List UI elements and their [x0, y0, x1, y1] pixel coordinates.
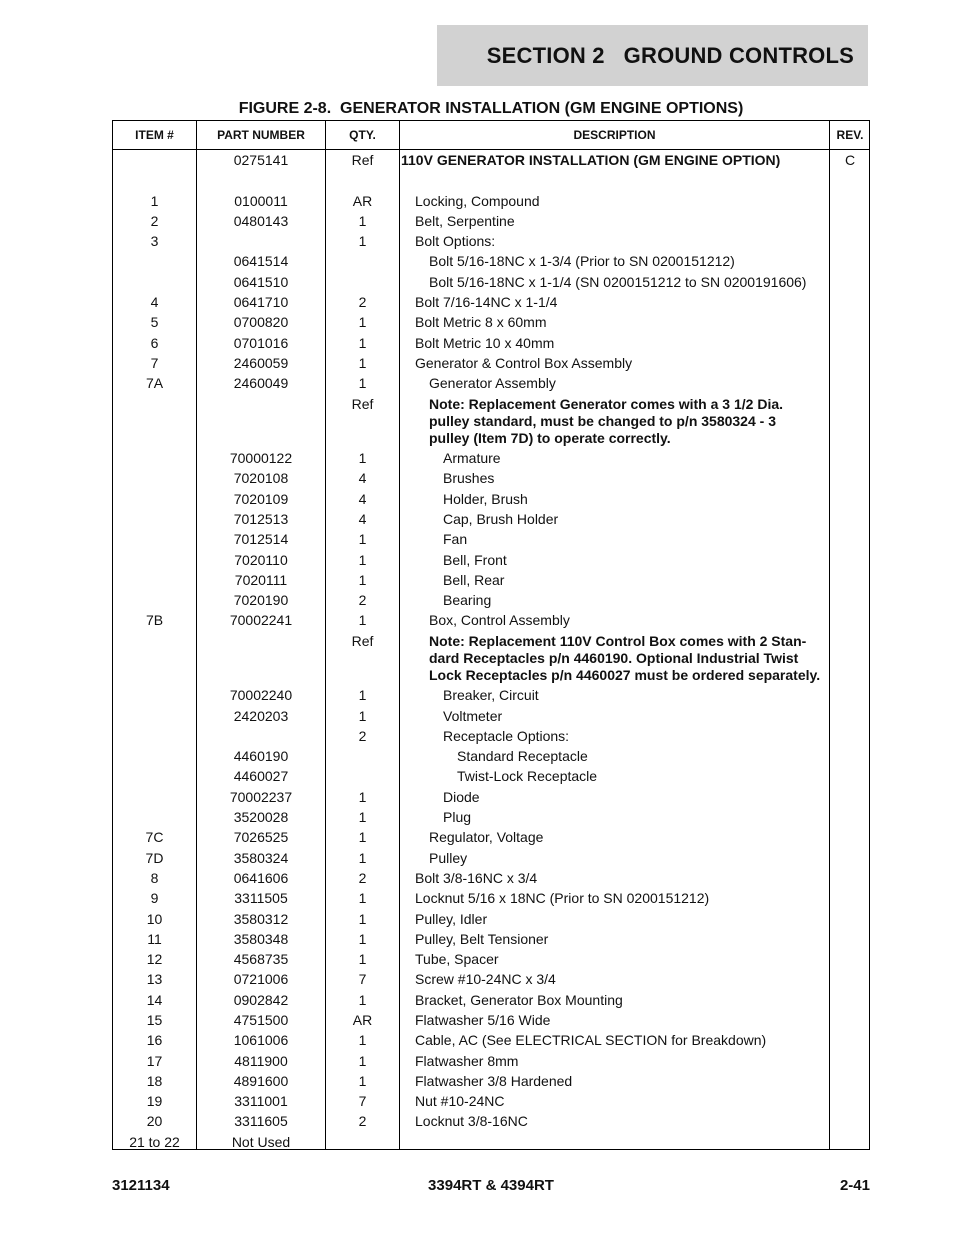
model-name: 3394RT & 4394RT: [428, 1177, 554, 1194]
qty-cell: 2: [358, 294, 367, 311]
description-cell: Regulator, Voltage: [429, 829, 544, 846]
part-number-cell: 3580324: [233, 849, 289, 866]
table-row: [113, 170, 869, 190]
item-cell: 12: [146, 951, 163, 968]
qty-cell: 1: [358, 809, 367, 826]
page-number: 2-41: [839, 1177, 870, 1194]
item-cell: 7B: [145, 612, 164, 629]
part-number-cell: 3580348: [233, 930, 289, 947]
table-row: [113, 685, 869, 705]
qty-cell: Ref: [351, 152, 374, 168]
part-number-cell: 7012513: [233, 510, 289, 527]
description-cell: Bolt 5/16-18NC x 1-1/4 (SN 0200151212 to SN 0200191606): [429, 273, 807, 290]
table-body: [113, 150, 869, 1152]
description-cell: Cable, AC (See ELECTRICAL SECTION for Breakdown): [415, 1032, 767, 1049]
table-row: [113, 1010, 869, 1030]
description-cell: Bolt 5/16-18NC x 1-3/4 (Prior to SN 0200151212): [429, 253, 735, 270]
item-cell: 7: [150, 354, 159, 371]
description-cell: Diode: [443, 788, 480, 805]
description-cell: Nut #10-24NC: [415, 1093, 505, 1110]
description-cell: 110V GENERATOR INSTALLATION (GM ENGINE OPTION): [401, 152, 781, 168]
table-row: [113, 1030, 869, 1050]
qty-cell: 1: [358, 829, 367, 846]
part-number-cell: 4751500: [233, 1011, 289, 1028]
table-row: [113, 353, 869, 373]
qty-cell: 1: [358, 951, 367, 968]
table-row: [113, 1091, 869, 1111]
table-row: [113, 787, 869, 807]
description-cell: Generator & Control Box Assembly: [415, 354, 633, 371]
section-header: [437, 25, 868, 86]
table-row: [113, 550, 869, 570]
item-cell: 20: [146, 1113, 163, 1130]
item-cell: 11: [147, 930, 162, 947]
table-row: [113, 312, 869, 332]
qty-cell: 4: [358, 510, 367, 527]
qty-cell: 1: [358, 450, 367, 467]
part-number-cell: 4811900: [234, 1052, 288, 1069]
item-cell: 16: [146, 1032, 163, 1049]
part-number-cell: 2460049: [233, 375, 289, 392]
qty-cell: 1: [358, 788, 367, 805]
part-number-cell: 3311605: [234, 1113, 288, 1130]
description-cell: Holder, Brush: [443, 490, 528, 507]
item-cell: 7A: [145, 375, 164, 392]
table-row: [113, 509, 869, 529]
description-cell: Voltmeter: [443, 707, 503, 724]
item-cell: 6: [150, 334, 159, 351]
table-row: [113, 529, 869, 549]
qty-cell: 4: [358, 470, 367, 487]
table-header-row: [113, 121, 869, 150]
table-row: [113, 150, 869, 170]
item-cell: 5: [150, 314, 159, 331]
table-row: [113, 888, 869, 908]
table-row: [113, 610, 869, 630]
qty-cell: 2: [358, 727, 367, 744]
qty-cell: Ref: [351, 395, 374, 412]
item-cell: 10: [146, 910, 163, 927]
description-cell: Locknut 3/8-16NC: [415, 1113, 528, 1130]
part-number-cell: 0641710: [233, 294, 289, 311]
part-number-cell: 4891600: [233, 1072, 289, 1089]
table-row: [113, 631, 869, 686]
part-number-cell: 3580312: [233, 910, 289, 927]
qty-cell: 2: [358, 592, 367, 609]
qty-cell: 1: [358, 233, 367, 250]
part-number-cell: 3311001: [234, 1093, 288, 1110]
item-cell: 3: [150, 233, 159, 250]
item-cell: 18: [146, 1072, 163, 1089]
table-row: [113, 807, 869, 827]
table-row: [113, 211, 869, 231]
figure-title: FIGURE 2-8. GENERATOR INSTALLATION (GM ENGINE OPTIONS): [238, 100, 744, 117]
item-cell: 9: [150, 890, 159, 907]
qty-cell: Ref: [351, 632, 374, 649]
part-number-cell: 7020109: [233, 490, 289, 507]
part-number-cell: 70002240: [229, 687, 293, 704]
part-number-cell: 2460059: [233, 354, 289, 371]
qty-cell: 2: [358, 869, 367, 886]
part-number-cell: 1061006: [233, 1032, 289, 1049]
part-number-cell: 4460027: [233, 768, 289, 785]
table-row: [113, 191, 869, 211]
qty-cell: 1: [358, 612, 367, 629]
description-cell: Pulley, Idler: [415, 910, 488, 927]
description-cell: Pulley, Belt Tensioner: [415, 930, 549, 947]
table-row: [113, 448, 869, 468]
description-cell: Bolt Metric 8 x 60mm: [415, 314, 547, 331]
qty-cell: AR: [352, 1011, 373, 1028]
section-title: SECTION 2 GROUND CONTROLS: [486, 42, 854, 68]
rev-cell: C: [844, 152, 856, 168]
qty-cell: 1: [358, 849, 367, 866]
qty-cell: 1: [358, 991, 367, 1008]
table-row: [113, 570, 869, 590]
description-cell: Bolt 3/8-16NC x 3/4: [415, 869, 538, 886]
table-row: [113, 827, 869, 847]
header-rev: REV.: [836, 128, 864, 142]
description-cell: Armature: [443, 450, 501, 467]
part-number-cell: 0641514: [233, 253, 289, 270]
description-cell: Flatwasher 3/8 Hardened: [415, 1072, 573, 1089]
item-cell: 19: [146, 1093, 163, 1110]
document-number: 3121134: [112, 1177, 170, 1194]
table-row: [113, 251, 869, 271]
part-number-cell: Not Used: [231, 1133, 291, 1150]
table-row: [113, 766, 869, 786]
item-cell: 1: [150, 192, 159, 209]
part-number-cell: 70000122: [229, 450, 293, 467]
description-cell: Bearing: [443, 592, 492, 609]
header-item: ITEM #: [135, 128, 174, 142]
part-number-cell: 7020190: [233, 592, 289, 609]
description-cell: Flatwasher 5/16 Wide: [415, 1011, 551, 1028]
description-cell: Bracket, Generator Box Mounting: [415, 991, 623, 1008]
qty-cell: 1: [358, 531, 367, 548]
description-cell: Plug: [443, 809, 472, 826]
description-cell: Screw #10-24NC x 3/4: [415, 971, 556, 988]
item-cell: 4: [150, 294, 159, 311]
description-cell: Generator Assembly: [429, 375, 556, 392]
qty-cell: 1: [358, 375, 367, 392]
description-cell: Bolt Options:: [415, 233, 496, 250]
table-row: [113, 231, 869, 251]
table-row: [113, 1071, 869, 1091]
description-cell: Note: Replacement Generator comes with a 3 1/2 Dia. pulley standard, must be changed to p/n 3580324 - 3 pulley (Item 7D) to operate correctly.: [429, 395, 784, 446]
item-cell: 14: [146, 991, 163, 1008]
part-number-cell: 0721006: [233, 971, 289, 988]
qty-cell: 4: [358, 490, 367, 507]
part-number-cell: 2420203: [233, 707, 289, 724]
description-cell: Breaker, Circuit: [443, 687, 539, 704]
part-number-cell: 0700820: [233, 314, 289, 331]
table-row: [113, 949, 869, 969]
description-cell: Locking, Compound: [415, 192, 540, 209]
qty-cell: 7: [358, 971, 367, 988]
table-row: [113, 1111, 869, 1131]
item-cell: 13: [146, 971, 163, 988]
table-row: [113, 929, 869, 949]
table-row: [113, 706, 869, 726]
description-cell: Tube, Spacer: [415, 951, 499, 968]
qty-cell: 1: [358, 1032, 367, 1049]
qty-cell: 1: [358, 910, 367, 927]
table-row: [113, 590, 869, 610]
item-cell: 17: [146, 1052, 163, 1069]
header-description: DESCRIPTION: [573, 128, 656, 142]
item-cell: 7C: [145, 829, 164, 846]
table-row: [113, 1051, 869, 1071]
qty-cell: 1: [358, 314, 367, 331]
header-qty: QTY.: [349, 128, 376, 142]
part-number-cell: 70002241: [229, 612, 293, 629]
description-cell: Locknut 5/16 x 18NC (Prior to SN 0200151212): [415, 890, 710, 907]
table-row: [113, 272, 869, 292]
qty-cell: 1: [358, 890, 367, 907]
part-number-cell: 7020111: [234, 571, 288, 588]
part-number-cell: 0902842: [233, 991, 289, 1008]
description-cell: Bolt Metric 10 x 40mm: [415, 334, 555, 351]
table-row: [113, 292, 869, 312]
qty-cell: 1: [358, 687, 367, 704]
table-row: [113, 1132, 869, 1152]
description-cell: Belt, Serpentine: [415, 212, 515, 229]
item-cell: 8: [150, 869, 159, 886]
part-number-cell: 0480143: [233, 212, 289, 229]
description-cell: Cap, Brush Holder: [443, 510, 559, 527]
table-row: [113, 489, 869, 509]
item-cell: 7D: [145, 849, 164, 866]
table-row: [113, 909, 869, 929]
qty-cell: 1: [358, 571, 367, 588]
part-number-cell: 70002237: [229, 788, 293, 805]
description-cell: Pulley: [429, 849, 468, 866]
description-cell: Twist-Lock Receptacle: [457, 768, 598, 785]
description-cell: Bolt 7/16-14NC x 1-1/4: [415, 294, 558, 311]
table-row: [113, 373, 869, 393]
table-row: [113, 394, 869, 449]
item-cell: 21 to 22: [129, 1133, 180, 1150]
part-number-cell: 0641606: [233, 869, 289, 886]
qty-cell: 1: [358, 1072, 367, 1089]
part-number-cell: 4568735: [233, 951, 289, 968]
parts-table: [112, 120, 870, 1150]
description-cell: Receptacle Options:: [443, 727, 570, 744]
qty-cell: 1: [358, 707, 367, 724]
qty-cell: 1: [358, 212, 367, 229]
table-row: [113, 726, 869, 746]
part-number-cell: 7020110: [234, 551, 288, 568]
header-part-number: PART NUMBER: [217, 128, 305, 142]
part-number-cell: 0275141: [233, 152, 289, 168]
qty-cell: 1: [358, 551, 367, 568]
qty-cell: 1: [358, 334, 367, 351]
part-number-cell: 7026525: [233, 829, 289, 846]
description-cell: Flatwasher 8mm: [415, 1052, 519, 1069]
description-cell: Fan: [443, 531, 468, 548]
table-row: [113, 990, 869, 1010]
item-cell: 2: [150, 212, 159, 229]
part-number-cell: 3520028: [233, 809, 289, 826]
description-cell: Bell, Front: [443, 551, 507, 568]
table-row: [113, 868, 869, 888]
part-number-cell: 0701016: [233, 334, 289, 351]
part-number-cell: 7020108: [233, 470, 289, 487]
part-number-cell: 0100011: [234, 192, 288, 209]
description-cell: Standard Receptacle: [457, 748, 588, 765]
qty-cell: AR: [352, 192, 373, 209]
table-row: [113, 333, 869, 353]
description-cell: Brushes: [443, 470, 495, 487]
item-cell: 15: [146, 1011, 163, 1028]
part-number-cell: 4460190: [233, 748, 289, 765]
qty-cell: 7: [358, 1093, 367, 1110]
table-row: [113, 468, 869, 488]
description-cell: Bell, Rear: [443, 571, 505, 588]
part-number-cell: 3311505: [234, 890, 288, 907]
description-cell: Box, Control Assembly: [429, 612, 570, 629]
qty-cell: 2: [358, 1113, 367, 1130]
table-row: [113, 969, 869, 989]
qty-cell: 1: [358, 1052, 367, 1069]
part-number-cell: 0641510: [233, 273, 289, 290]
part-number-cell: 7012514: [233, 531, 289, 548]
table-row: [113, 848, 869, 868]
table-row: [113, 746, 869, 766]
qty-cell: 1: [358, 354, 367, 371]
qty-cell: 1: [358, 930, 367, 947]
description-cell: Note: Replacement 110V Control Box comes with 2 Stan- dard Receptacles p/n 4460190. Optional Industrial Twist Lock Receptacles p/n 4460027 must be ordered separately.: [429, 632, 821, 683]
